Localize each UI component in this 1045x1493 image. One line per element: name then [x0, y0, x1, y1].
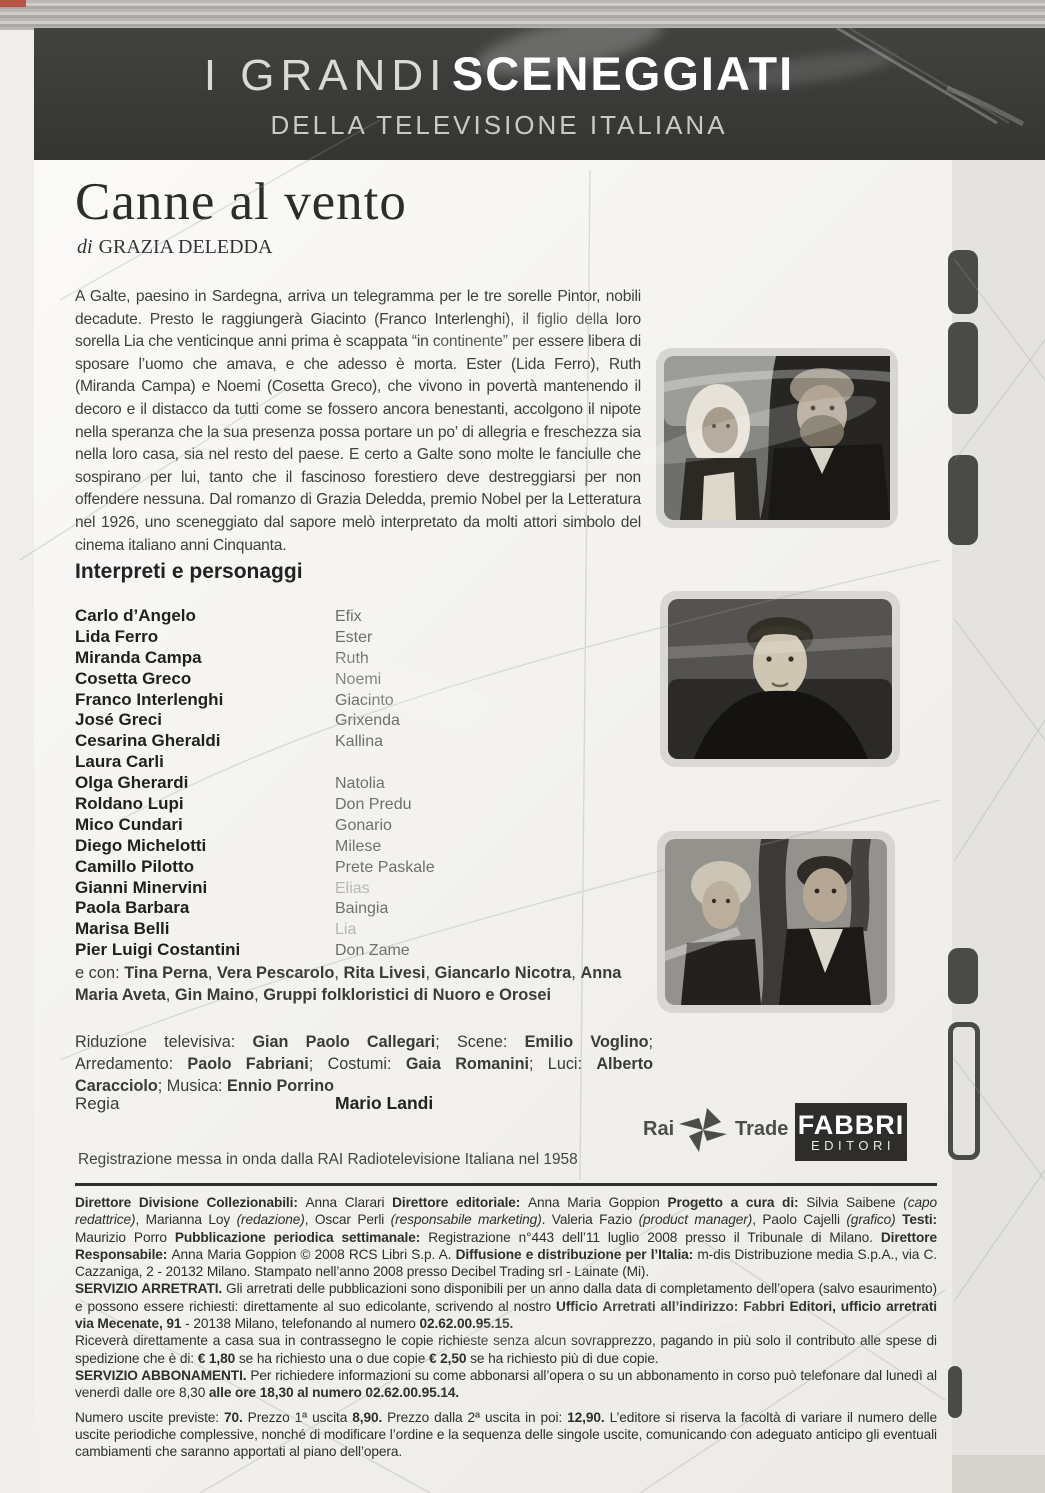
shrink-wrap-fold — [0, 0, 1045, 30]
text-segment: Rita Livesi — [343, 964, 426, 982]
text-segment: Maurizio Porro — [75, 1229, 175, 1245]
rai-trade-logo — [643, 1108, 793, 1152]
cast-row — [75, 919, 635, 940]
binder-tab — [948, 250, 978, 314]
binder-tab — [948, 1366, 962, 1418]
separator-rule — [75, 1183, 937, 1186]
actor-name: Cesarina Gheraldi — [75, 731, 221, 751]
cast-row — [75, 857, 635, 878]
character-name: Baingia — [335, 900, 389, 918]
character-name: Giacinto — [335, 691, 394, 709]
cast-row — [75, 878, 635, 899]
text-segment: m-dis Distribuzione media S.p.A., via C. Cazzaniga, 2 - 20132 Milano. Stampato nell’anno 2008 presso Decibel Trading srl - Lainate (Mi). — [75, 1246, 938, 1280]
right-wrap-strip — [952, 160, 1045, 1493]
character-name: Gonario — [335, 816, 392, 834]
author-by-prefix: di — [77, 236, 93, 258]
character-name: Ester — [335, 628, 373, 646]
character-name: Elias — [335, 879, 370, 897]
text-segment: Giancarlo Nicotra — [434, 964, 572, 982]
text-segment: 70. — [223, 1409, 243, 1425]
fine-print-abbonamenti — [75, 1367, 937, 1402]
character-name: Efix — [335, 608, 362, 625]
cast-row — [75, 606, 635, 627]
text-segment: , Oscar Perli — [304, 1212, 391, 1228]
text-segment: (capo redattrice) — [75, 1195, 937, 1228]
binder-tab — [948, 948, 978, 1004]
text-segment: e con: — [75, 964, 125, 982]
rai-logo-text: Rai — [643, 1118, 675, 1140]
fine-print-block — [75, 1194, 937, 1460]
text-segment: Ennio Porrino — [227, 1077, 335, 1095]
text-segment: , — [207, 964, 217, 982]
fine-print-colophon — [75, 1194, 937, 1280]
text-segment: 02.62.00.95.15. — [419, 1316, 514, 1332]
actor-name: Roldano Lupi — [75, 794, 184, 814]
cast-row — [75, 648, 635, 669]
text-segment: 12,90. — [567, 1409, 605, 1425]
text-segment: , Paolo Cajelli — [752, 1212, 847, 1228]
text-segment: Gli arretrati delle pubblicazioni sono disponibili per un anno dalla data di completamento dell’opera (salvo esaurimento) e possono essere richiesti: direttamente al suo edicolante, scrivendo al nostro — [75, 1281, 937, 1314]
additional-cast-line — [75, 963, 647, 1006]
broadcast-note: Registrazione messa in onda dalla RAI Radiotelevisione Italiana nel 1958 — [78, 1151, 578, 1168]
text-segment: , — [425, 964, 435, 982]
cast-row — [75, 710, 635, 731]
character-name: Don Zame — [335, 942, 410, 960]
cast-row — [75, 731, 635, 752]
series-title-light: I GRANDI — [203, 51, 448, 100]
text-segment: Registrazione n°443 dell’11 luglio 2008 presso il Tribunale di Milano. — [428, 1229, 881, 1245]
text-segment: Riceverà direttamente a casa sua in contrassegno le copie richieste senza alcun sovrapprezzo, pagando in più solo il contributo alle spese di spedizione che è di: — [75, 1333, 937, 1366]
text-segment: Pubblicazione periodica settimanale: — [174, 1229, 429, 1245]
cast-row — [75, 794, 635, 815]
tv-still-woman-face — [660, 591, 900, 767]
series-subtitle: DELLA TELEVISIONE ITALIANA — [270, 110, 728, 140]
author-name: GRAZIA DELEDDA — [98, 236, 273, 258]
text-segment: - 20138 Milano, telefonando al numero — [181, 1316, 420, 1332]
cast-row — [75, 815, 635, 836]
text-segment: , — [571, 964, 581, 982]
actor-name: Laura Carli — [75, 752, 164, 772]
text-segment: (grafico) — [846, 1212, 896, 1228]
director-label: Regia — [75, 1094, 120, 1113]
actor-name: Camillo Pilotto — [75, 856, 194, 876]
text-segment: (product manager) — [638, 1212, 753, 1228]
text-segment: ; Scene: — [435, 1033, 525, 1051]
text-segment: Direttore editoriale: — [392, 1195, 528, 1210]
text-segment: Alberto Caracciolo — [75, 1055, 653, 1095]
text-segment: alle ore 18,30 al numero 02.62.00.95.14. — [208, 1385, 460, 1401]
cast-row — [75, 627, 635, 648]
text-segment: Silvia Saibene — [806, 1195, 904, 1210]
character-name: Lia — [335, 921, 357, 939]
character-name: Kallina — [335, 733, 384, 751]
cast-heading: Interpreti e personaggi — [75, 560, 303, 583]
text-segment: , — [334, 964, 344, 982]
rai-trade-star-icon — [677, 1108, 729, 1152]
production-credits — [75, 1031, 653, 1097]
fabbri-editori-logo — [795, 1103, 907, 1161]
text-segment: Prezzo 1ª uscita — [242, 1409, 353, 1425]
actor-name: Mico Cundari — [75, 814, 183, 834]
fine-print-spedizione — [75, 1332, 937, 1367]
text-segment: Tina Perna — [124, 964, 208, 982]
actor-name: José Greci — [75, 710, 162, 730]
character-name: Don Predu — [335, 796, 412, 814]
text-segment: se ha richiesto più di due copie. — [466, 1350, 659, 1366]
actor-name: Marisa Belli — [75, 919, 170, 939]
character-name: Grixenda — [335, 712, 400, 730]
text-segment: ; Luci: — [528, 1055, 597, 1073]
actor-name: Paola Barbara — [75, 898, 190, 918]
wrap-scratch-lines — [797, 28, 1037, 148]
text-segment: Progetto a cura di: — [667, 1195, 807, 1210]
text-segment: Numero uscite previste: — [75, 1409, 224, 1425]
text-segment: Direttore Divisione Collezionabili: — [75, 1195, 306, 1210]
text-segment: Emilio Voglino — [524, 1033, 649, 1051]
actor-name: Miranda Campa — [75, 647, 202, 667]
text-segment: SERVIZIO ABBONAMENTI. — [75, 1367, 251, 1383]
director-name: Mario Landi — [335, 1093, 434, 1113]
character-name: Milese — [335, 837, 382, 855]
author-line — [77, 236, 272, 259]
text-segment: Fabbri Editori, ufficio arretrati via Mecenate, 91 — [75, 1298, 937, 1332]
fine-print-arretrati — [75, 1280, 937, 1332]
cast-list — [75, 606, 635, 961]
text-segment: ; Arredamento: — [75, 1033, 654, 1073]
text-segment: Vera Pescarolo — [216, 964, 335, 982]
cast-row — [75, 752, 635, 773]
trade-logo-text: Trade — [735, 1118, 789, 1140]
text-segment: Anna Clarari — [305, 1195, 393, 1210]
text-segment: L’editore si riserva la facoltà di variare il numero delle uscite periodiche complessive, nonché di modificare l’ordine e la sequenza delle singole uscite, comunicando con adeguato anticipo gli eventuali cambiamenti che saranno apportati al piano dell’opera. — [75, 1409, 937, 1460]
text-segment: Ufficio Arretrati all’indirizzo: — [556, 1298, 744, 1314]
fine-print-uscite — [75, 1409, 937, 1461]
text-segment: Paolo Fabriani — [187, 1055, 309, 1073]
cast-row — [75, 773, 635, 794]
series-title-bold: SCENEGGIATI — [451, 47, 795, 100]
binder-tab-outline — [948, 1022, 980, 1160]
actor-name: Cosetta Greco — [75, 668, 192, 688]
text-segment: ; Musica: — [157, 1077, 228, 1095]
text-segment: € 1,80 — [197, 1350, 236, 1366]
text-segment: Gian Paolo Callegari — [252, 1033, 436, 1051]
text-segment: Gruppi folkloristici di Nuoro e Orosei — [263, 985, 552, 1004]
table-edge — [952, 1455, 1045, 1493]
text-segment: Direttore Responsabile: — [75, 1229, 937, 1262]
text-segment: , — [254, 985, 264, 1004]
actor-name: Pier Luigi Costantini — [75, 940, 241, 960]
text-segment: Gaia Romanini — [405, 1055, 529, 1073]
red-edge-mark — [0, 0, 26, 7]
actor-name: Gianni Minervini — [75, 877, 208, 897]
actor-name: Olga Gherardi — [75, 773, 189, 793]
text-segment: € 2,50 — [428, 1350, 467, 1366]
character-name: Natolia — [335, 775, 385, 793]
tv-still-couple — [657, 831, 895, 1013]
text-segment: Anna Maria Goppion — [527, 1195, 668, 1210]
text-segment: 8,90. — [352, 1409, 383, 1425]
page-title: Canne al vento — [75, 173, 407, 231]
text-segment: Per richiedere informazioni su come abbonarsi all’opera o su un abbonamento in corso può telefonare dal lunedì al venerdì dalle ore 8,30 — [75, 1367, 937, 1401]
cast-row — [75, 669, 635, 690]
text-segment: Anna Maria Goppion © 2008 RCS Libri S.p. A. — [171, 1246, 456, 1262]
text-segment: Testi: — [895, 1212, 937, 1228]
text-segment: SERVIZIO ARRETRATI. — [75, 1281, 227, 1297]
character-name: Prete Paskale — [335, 858, 435, 876]
actor-name: Franco Interlenghi — [75, 689, 224, 709]
fabbri-logo-line1: FABBRI — [797, 1109, 905, 1140]
text-segment: Gin Maino — [174, 985, 255, 1004]
character-name: Noemi — [335, 670, 382, 688]
series-header-band — [34, 28, 1045, 160]
character-name: Ruth — [335, 649, 369, 667]
text-segment: Riduzione televisiva: — [75, 1033, 253, 1051]
cast-row — [75, 940, 635, 961]
text-segment: . Valeria Fazio — [541, 1212, 639, 1228]
binder-tab — [948, 455, 978, 545]
fabbri-logo-line2: EDITORI — [811, 1137, 895, 1153]
text-segment: se ha richiesto una o due copie — [235, 1350, 429, 1366]
actor-name: Lida Ferro — [75, 626, 159, 646]
text-segment: Prezzo dalla 2ª uscita in poi: — [382, 1409, 568, 1425]
text-segment: Diffusione e distribuzione per l’Italia: — [455, 1246, 698, 1262]
text-segment: , — [165, 985, 175, 1004]
text-segment: (redazione) — [236, 1212, 305, 1228]
text-segment: , Marianna Loy — [135, 1212, 237, 1228]
cast-row — [75, 898, 635, 919]
tv-still-ester-and-efix — [656, 348, 898, 528]
cast-row — [75, 836, 635, 857]
text-segment: Anna Maria Aveta — [75, 964, 622, 1004]
text-segment: ; Costumi: — [308, 1055, 406, 1073]
synopsis-paragraph: A Galte, paesino in Sardegna, arriva un telegramma per le tre sorelle Pintor, nobili decadute. Presto le raggiungerà Giacinto (Franco Interlenghi), il figlio della loro sorella Lia che venticinque anni prima è scappata “in continente” per essere libera di sposare l’uomo che amava, e che adesso è morta. Ester (Lida Ferro), Ruth (Miranda Campa) e Noemi (Cosetta Greco), che vivono in povertà mantenendo il decoro e il distacco da tutti come se fossero ancora benestanti, accolgono il nipote nella speranza che la sua presenza possa portare un po’ di allegria e freschezza sia nella loro casa, sia nel resto del paese. E certo a Galte sono molte le fanciulle che sospirano per lui, tanto che il fascinoso forestiero deve destreggiarsi per non offendere nessuna. Dal romanzo di Grazia Deledda, premio Nobel per la Letteratura nel 1926, uno sceneggiato dal sapore melò interpretato da molti attori simbolo del cinema italiano anni Cinquanta. — [75, 288, 641, 554]
cast-row — [75, 690, 635, 711]
binder-tab — [948, 322, 978, 414]
actor-name: Diego Michelotti — [75, 835, 207, 855]
actor-name: Carlo d’Angelo — [75, 606, 196, 625]
text-segment: (responsabile marketing) — [390, 1212, 542, 1228]
